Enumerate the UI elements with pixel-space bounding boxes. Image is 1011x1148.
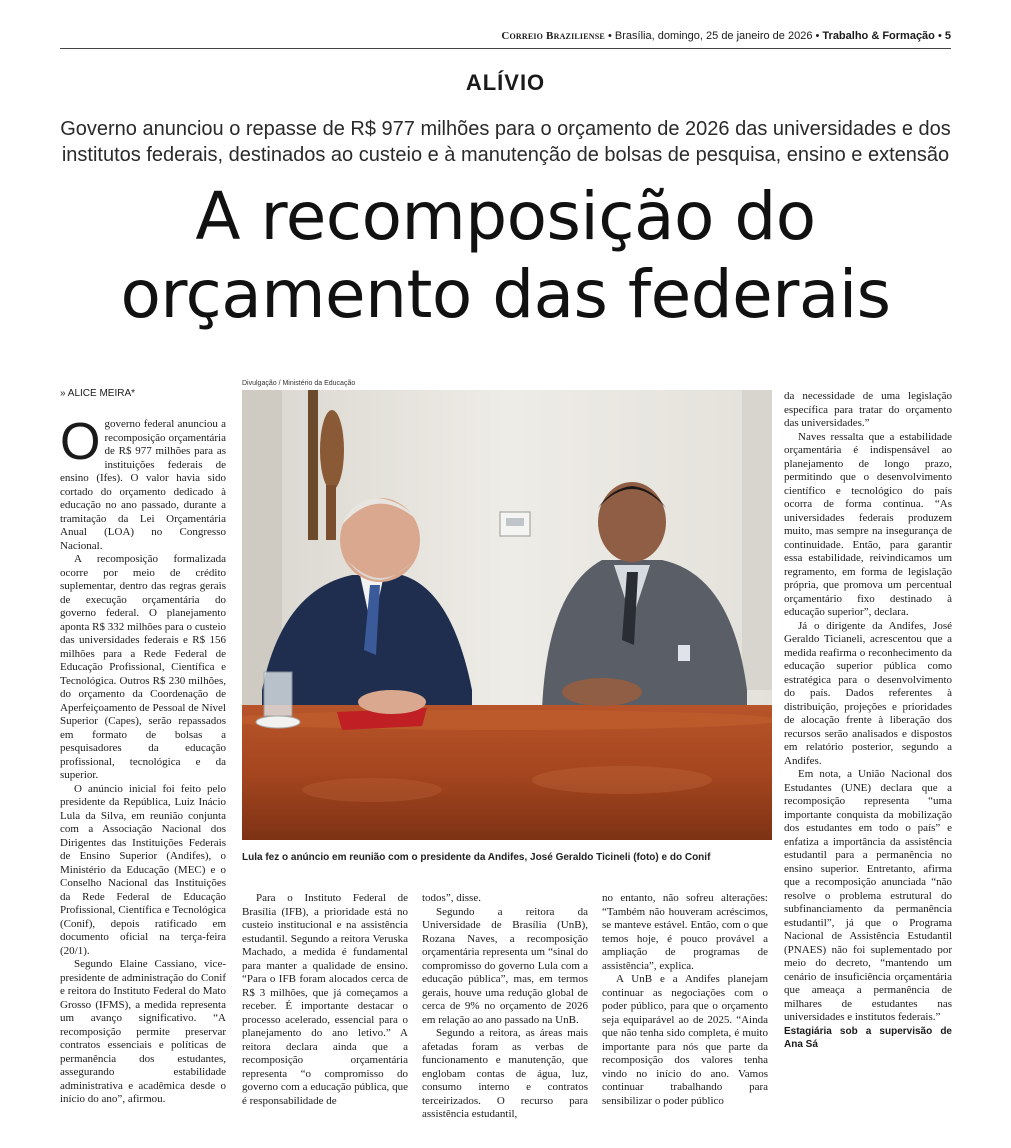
- headline-line-2: orçamento das federais: [120, 256, 891, 333]
- paragraph: Ogoverno federal anunciou a recomposição orçamentária de R$ 977 milhões para as instituições federais de ensino (Ifes). O valor havia sido cortado do orçamento dedicado à educação no ano passado, durante a tramitação da Lei Orçamentária Anual (LOA) no Congresso Nacional.: [60, 413, 226, 552]
- paragraph: da necessidade de uma legislação específica para tratar do orçamento das universidades.”: [784, 390, 952, 429]
- paragraph: A recomposição formalizada ocorre por meio de crédito suplementar, dentro das regras gerais de execução orçamentária do governo federal. O planejamento aponta R$ 332 milhões para o custeio das universidades federais e R$ 156 milhões para a Rede Federal de Educação Profissional, Científica e Tecnológica. Outros R$ 230 milhões, do orçamento da Coordenação de Aperfeiçoamento de Pessoal de Nível Superior (Capes), serão repassados em formato de bolsas a pesquisadores da educação profissional, tecnológica e da superior.: [60, 553, 226, 781]
- table: [242, 705, 772, 840]
- page-header: Correio Braziliense • Brasília, domingo, 25 de janeiro de 2026 • Trabalho & Formação • 5: [60, 30, 951, 49]
- subheadline: Governo anunciou o repasse de R$ 977 milhões para o orçamento de 2026 das universidades e dos institutos federais, destinados ao custeio e à manutenção de bolsas de pesquisa, ensino e extensão: [60, 118, 951, 166]
- column-3: [422, 892, 588, 1122]
- column-5: [784, 390, 952, 1052]
- paragraph: Segundo Elaine Cassiano, vice-presidente de administração do Conif e reitora do Instituto Federal do Mato Grosso (IFMS), a medida representa um avanço significativo. “A recomposição permite preservar contratos essenciais e políticas de permanência dos estudantes, assegurando estabilidade administrativa e acadêmica desde o início do ano”, afirmou.: [60, 958, 226, 1105]
- paragraph: A UnB e a Andifes planejam continuar as negociações com o poder público, para que o orçamento seja equiparável ao de 2025. “Ainda que não tenha sido completa, é muito importante para nós que parte da recomposição dos valores tenha vindo no início do ano. Vamos continuar trabalhando para sensibilizar o poder público: [602, 973, 768, 1107]
- byline: » ALICE MEIRA*: [60, 388, 136, 399]
- column-2: [242, 892, 408, 1108]
- page-number: 5: [944, 30, 951, 42]
- paragraph: Segundo a reitora, as áreas mais afetadas foram as verbas de funcionamento e manutenção, que englobam contas de água, luz, consumo interno e contratos terceirizados. O recurso para assistência estudantil,: [422, 1027, 588, 1120]
- thermostat-icon: [500, 512, 530, 536]
- paragraph: no entanto, não sofreu alterações: “Também não houveram acréscimos, se manteve estável. Então, com o que temos hoje, é pouco provável a ampliação de programas de assistência”, explica.: [602, 892, 768, 972]
- section-name: Trabalho & Formação: [822, 30, 935, 42]
- drop-cap: O: [60, 413, 101, 471]
- paragraph: O anúncio inicial foi feito pelo presidente da República, Luiz Inácio Lula da Silva, em reunião conjunta com a Associação Nacional dos Dirigentes das Instituições Federais de Ensino Superior (Andifes), o Ministério da Educação (MEC) e o Conselho Nacional das Instituições da Rede Federal de Educação Profissional, Científica e Tecnológica (Conif), depois ratificado em documento oficial na terça-feira (20/1).: [60, 782, 226, 957]
- paragraph: Naves ressalta que a estabilidade orçamentária é indispensável ao planejamento de longo prazo, permitindo que o desenvolvimento científico e tecnológico do país ocorra de forma contínua. “As universidades federais produzem muito, mas sempre na insegurança de continuidade. Então, para garantir essa estabilidade, reivindicamos um regramento, em forma de legislação própria, que promova um percentual orçamentário fixo destinado à educação superior”, declara.: [784, 430, 952, 618]
- paragraph: todos”, disse.: [422, 892, 481, 904]
- newspaper-brand: Correio Braziliense: [501, 30, 605, 42]
- paragraph: Segundo a reitora da Universidade de Brasília (UnB), Rozana Naves, a recomposição orçamentária representa um “sinal do compromisso do governo Lula com a educação pública”, mas, em termos gerais, houve uma redução global de cerca de 9% no orçamento de 2026 em relação ao ano passado na UnB.: [422, 905, 588, 1026]
- kicker: ALÍVIO: [465, 70, 546, 95]
- photo-credit: Divulgação / Ministério da Educação: [242, 380, 356, 387]
- paragraph: Já o dirigente da Andifes, José Geraldo Ticianeli, acrescentou que a medida reafirma o reconhecimento da educação superior pública como estratégica para o desenvolvimento do país. Dados referentes à distribuição, projeções e prioridades de alocação frente à liberação dos recursos serão analisados e dispostos em relatório posterior, segundo a Andifes.: [784, 619, 952, 767]
- paragraph: Em nota, a União Nacional dos Estudantes (UNE) declara que a recomposição representa “uma importante conquista da mobilização dos estudantes em todo o país” e enfatiza a importância da assistência estudantil para a permanência no ensino superior. Entretanto, afirma que a recomposição anunciada “não resolve o problema estrutural do subfinanciamento da permanência estudantil”, já que o Programa Nacional de Assistência Estudantil (PNAES) não foi suplementado por meio do decreto, “mantendo um cenário de insuficiência orçamentária que ameaça a permanência de milhares de estudantes nas universidades e institutos federais.”: [784, 768, 952, 1023]
- paragraph: Para o Instituto Federal de Brasília (IFB), a prioridade está no custeio institucional e na assistência estudantil. Segundo a reitora Veruska Machado, a medida é fundamental para manter a qualidade de ensino. “Para o IFB foram alocados cerca de R$ 3 milhões, que já começamos a receber. É importante destacar o processo acelerado, essencial para o planejamento do ano letivo.” A reitora declara ainda que a recomposição orçamentária representa “o compromisso do governo com a educação pública, que é responsabilidade de: [242, 892, 408, 1107]
- dateline: Brasília, domingo, 25 de janeiro de 2026: [614, 30, 813, 42]
- headline-line-1: A recomposição do: [195, 178, 816, 255]
- signoff: Estagiária sob a supervisão de Ana Sá: [784, 1025, 952, 1050]
- headline: [20, 178, 991, 334]
- photo-caption: Lula fez o anúncio em reunião com o presidente da Andifes, José Geraldo Ticineli (foto) e do Conif: [242, 852, 711, 863]
- column-1: [60, 413, 226, 1107]
- news-photo: [242, 390, 772, 840]
- column-4: [602, 892, 768, 1108]
